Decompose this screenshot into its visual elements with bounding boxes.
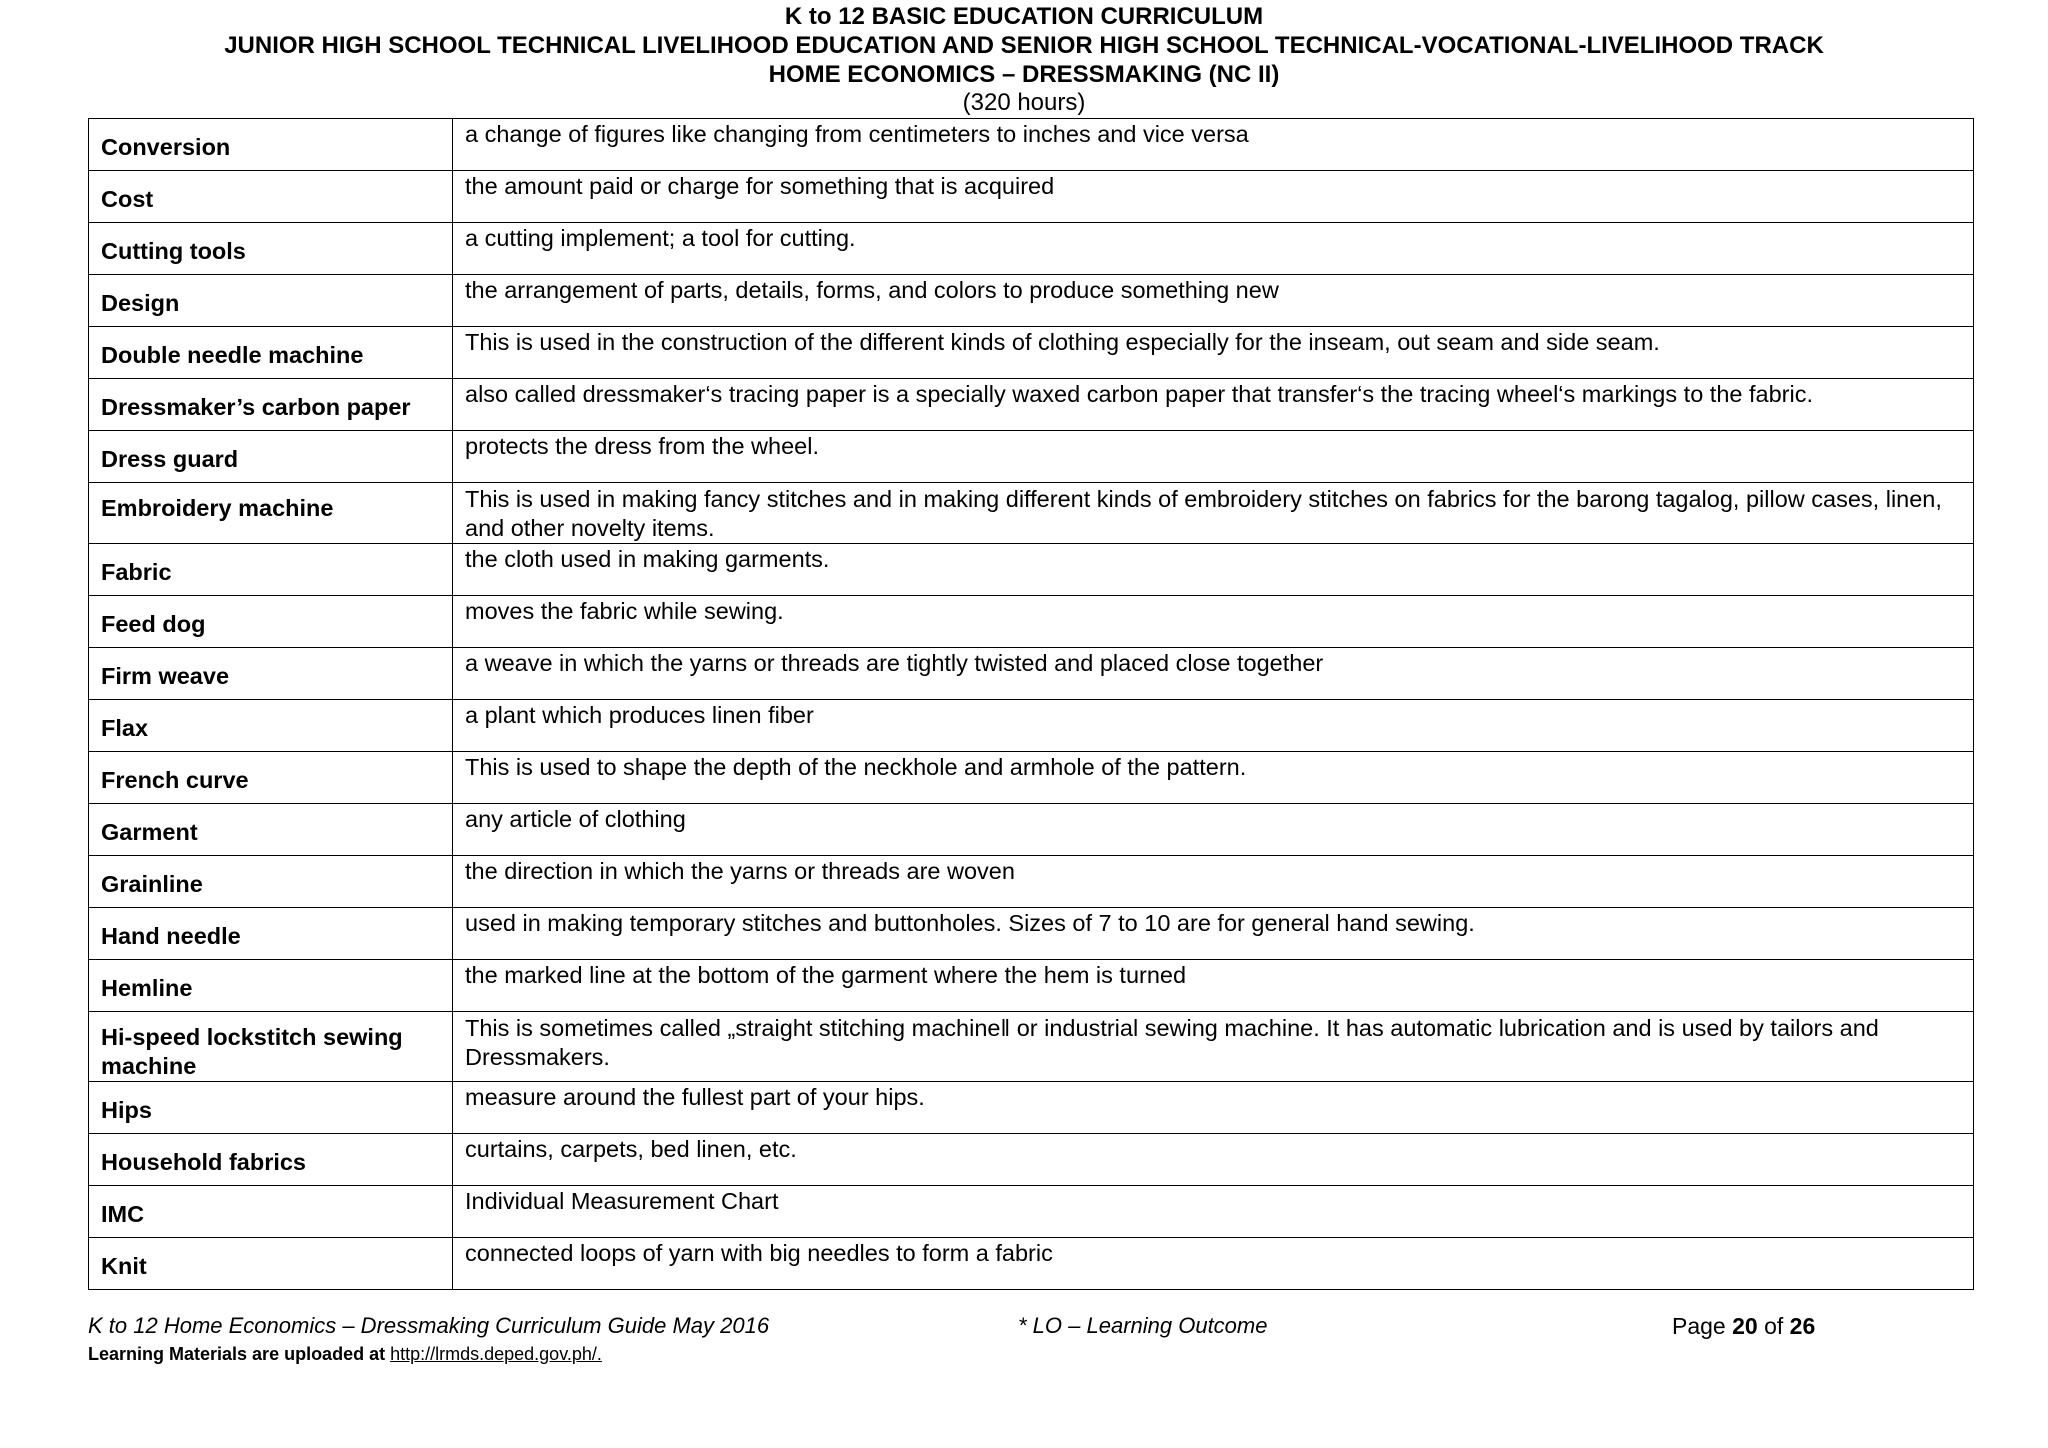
glossary-term: Conversion xyxy=(89,119,453,171)
table-row xyxy=(89,596,1974,648)
glossary-term: Hemline xyxy=(89,960,453,1012)
glossary-definition: curtains, carpets, bed linen, etc. xyxy=(453,1134,1974,1186)
glossary-term: Flax xyxy=(89,700,453,752)
glossary-term: Fabric xyxy=(89,544,453,596)
glossary-definition: the arrangement of parts, details, forms, and colors to produce something new xyxy=(453,275,1974,327)
table-row xyxy=(89,379,1974,431)
glossary-definition: a weave in which the yarns or threads are tightly twisted and placed close together xyxy=(453,648,1974,700)
table-row xyxy=(89,700,1974,752)
table-row xyxy=(89,275,1974,327)
glossary-definition: connected loops of yarn with big needles to form a fabric xyxy=(453,1238,1974,1290)
table-row xyxy=(89,544,1974,596)
page-indicator xyxy=(1672,1313,1815,1340)
glossary-term: Feed dog xyxy=(89,596,453,648)
glossary-definition: This is used in the construction of the different kinds of clothing especially for the inseam, out seam and side seam. xyxy=(453,327,1974,379)
glossary-term: Garment xyxy=(89,804,453,856)
table-row xyxy=(89,1134,1974,1186)
glossary-definition: a cutting implement; a tool for cutting. xyxy=(453,223,1974,275)
glossary-term: IMC xyxy=(89,1186,453,1238)
glossary-definition: the marked line at the bottom of the garment where the hem is turned xyxy=(453,960,1974,1012)
glossary-term: Household fabrics xyxy=(89,1134,453,1186)
glossary-definition: used in making temporary stitches and buttonholes. Sizes of 7 to 10 are for general hand sewing. xyxy=(453,908,1974,960)
table-row xyxy=(89,223,1974,275)
glossary-term: Cutting tools xyxy=(89,223,453,275)
table-row xyxy=(89,119,1974,171)
table-row xyxy=(89,1012,1974,1082)
table-row xyxy=(89,856,1974,908)
glossary-term: Design xyxy=(89,275,453,327)
glossary-term: Hips xyxy=(89,1082,453,1134)
page-total: 26 xyxy=(1789,1313,1816,1339)
table-row xyxy=(89,804,1974,856)
table-row xyxy=(89,431,1974,483)
glossary-term: Grainline xyxy=(89,856,453,908)
glossary-term: Embroidery machine xyxy=(89,483,453,544)
glossary-term: Double needle machine xyxy=(89,327,453,379)
glossary-term: Hi-speed lockstitch sewing machine xyxy=(89,1012,453,1082)
table-row xyxy=(89,171,1974,223)
learning-outcome-note: * LO – Learning Outcome xyxy=(1018,1313,1268,1338)
table-row xyxy=(89,1238,1974,1290)
glossary-definition: a plant which produces linen fiber xyxy=(453,700,1974,752)
glossary-definition: This is used in making fancy stitches and in making different kinds of embroidery stitches on fabrics for the barong tagalog, pillow cases, linen, and other novelty items. xyxy=(453,483,1974,544)
glossary-definition: the cloth used in making garments. xyxy=(453,544,1974,596)
glossary-definition: also called dressmaker‘s tracing paper is a specially waxed carbon paper that transfer‘s the tracing wheel‘s markings to the fabric. xyxy=(453,379,1974,431)
table-row xyxy=(89,960,1974,1012)
glossary-definition: a change of figures like changing from centimeters to inches and vice versa xyxy=(453,119,1974,171)
glossary-term: Knit xyxy=(89,1238,453,1290)
table-row xyxy=(89,752,1974,804)
glossary-definition: This is used to shape the depth of the neckhole and armhole of the pattern. xyxy=(453,752,1974,804)
subject-title: HOME ECONOMICS – DRESSMAKING (NC II) xyxy=(768,61,1280,88)
glossary-definition: any article of clothing xyxy=(453,804,1974,856)
table-row xyxy=(89,908,1974,960)
materials-label: Learning Materials are uploaded at xyxy=(88,1344,391,1364)
page-prefix: Page xyxy=(1672,1313,1733,1339)
learning-materials-note xyxy=(88,1344,602,1365)
page-header xyxy=(0,2,2048,116)
curriculum-title: K to 12 BASIC EDUCATION CURRICULUM xyxy=(784,3,1264,30)
table-row xyxy=(89,327,1974,379)
glossary-definition: Individual Measurement Chart xyxy=(453,1186,1974,1238)
glossary-term: Hand needle xyxy=(89,908,453,960)
glossary-term: Dressmaker’s carbon paper xyxy=(89,379,453,431)
hours-label: (320 hours) xyxy=(962,89,1086,116)
page-number: 20 xyxy=(1732,1313,1758,1339)
glossary-definition: the amount paid or charge for something that is acquired xyxy=(453,171,1974,223)
track-title: JUNIOR HIGH SCHOOL TECHNICAL LIVELIHOOD EDUCATION AND SENIOR HIGH SCHOOL TECHNICAL-VOCATIONAL-LIVELIHOOD TRACK xyxy=(224,32,1824,59)
glossary-term: Dress guard xyxy=(89,431,453,483)
lrmds-link[interactable]: http://lrmds.deped.gov.ph/. xyxy=(390,1344,602,1364)
table-row xyxy=(89,483,1974,544)
glossary-term: French curve xyxy=(89,752,453,804)
glossary-definition: the direction in which the yarns or threads are woven xyxy=(453,856,1974,908)
table-row xyxy=(89,1082,1974,1134)
glossary-term: Firm weave xyxy=(89,648,453,700)
table-row xyxy=(89,648,1974,700)
page-of: of xyxy=(1757,1313,1790,1339)
glossary-definition: This is sometimes called „straight stitching machine‖ or industrial sewing machine. It has automatic lubrication and is used by tailors and Dressmakers. xyxy=(453,1012,1974,1082)
glossary-definition: moves the fabric while sewing. xyxy=(453,596,1974,648)
glossary-term: Cost xyxy=(89,171,453,223)
curriculum-guide-note: K to 12 Home Economics – Dressmaking Curriculum Guide May 2016 xyxy=(88,1313,770,1338)
glossary-definition: measure around the fullest part of your hips. xyxy=(453,1082,1974,1134)
glossary-definition: protects the dress from the wheel. xyxy=(453,431,1974,483)
glossary-table xyxy=(88,118,1974,1290)
table-row xyxy=(89,1186,1974,1238)
